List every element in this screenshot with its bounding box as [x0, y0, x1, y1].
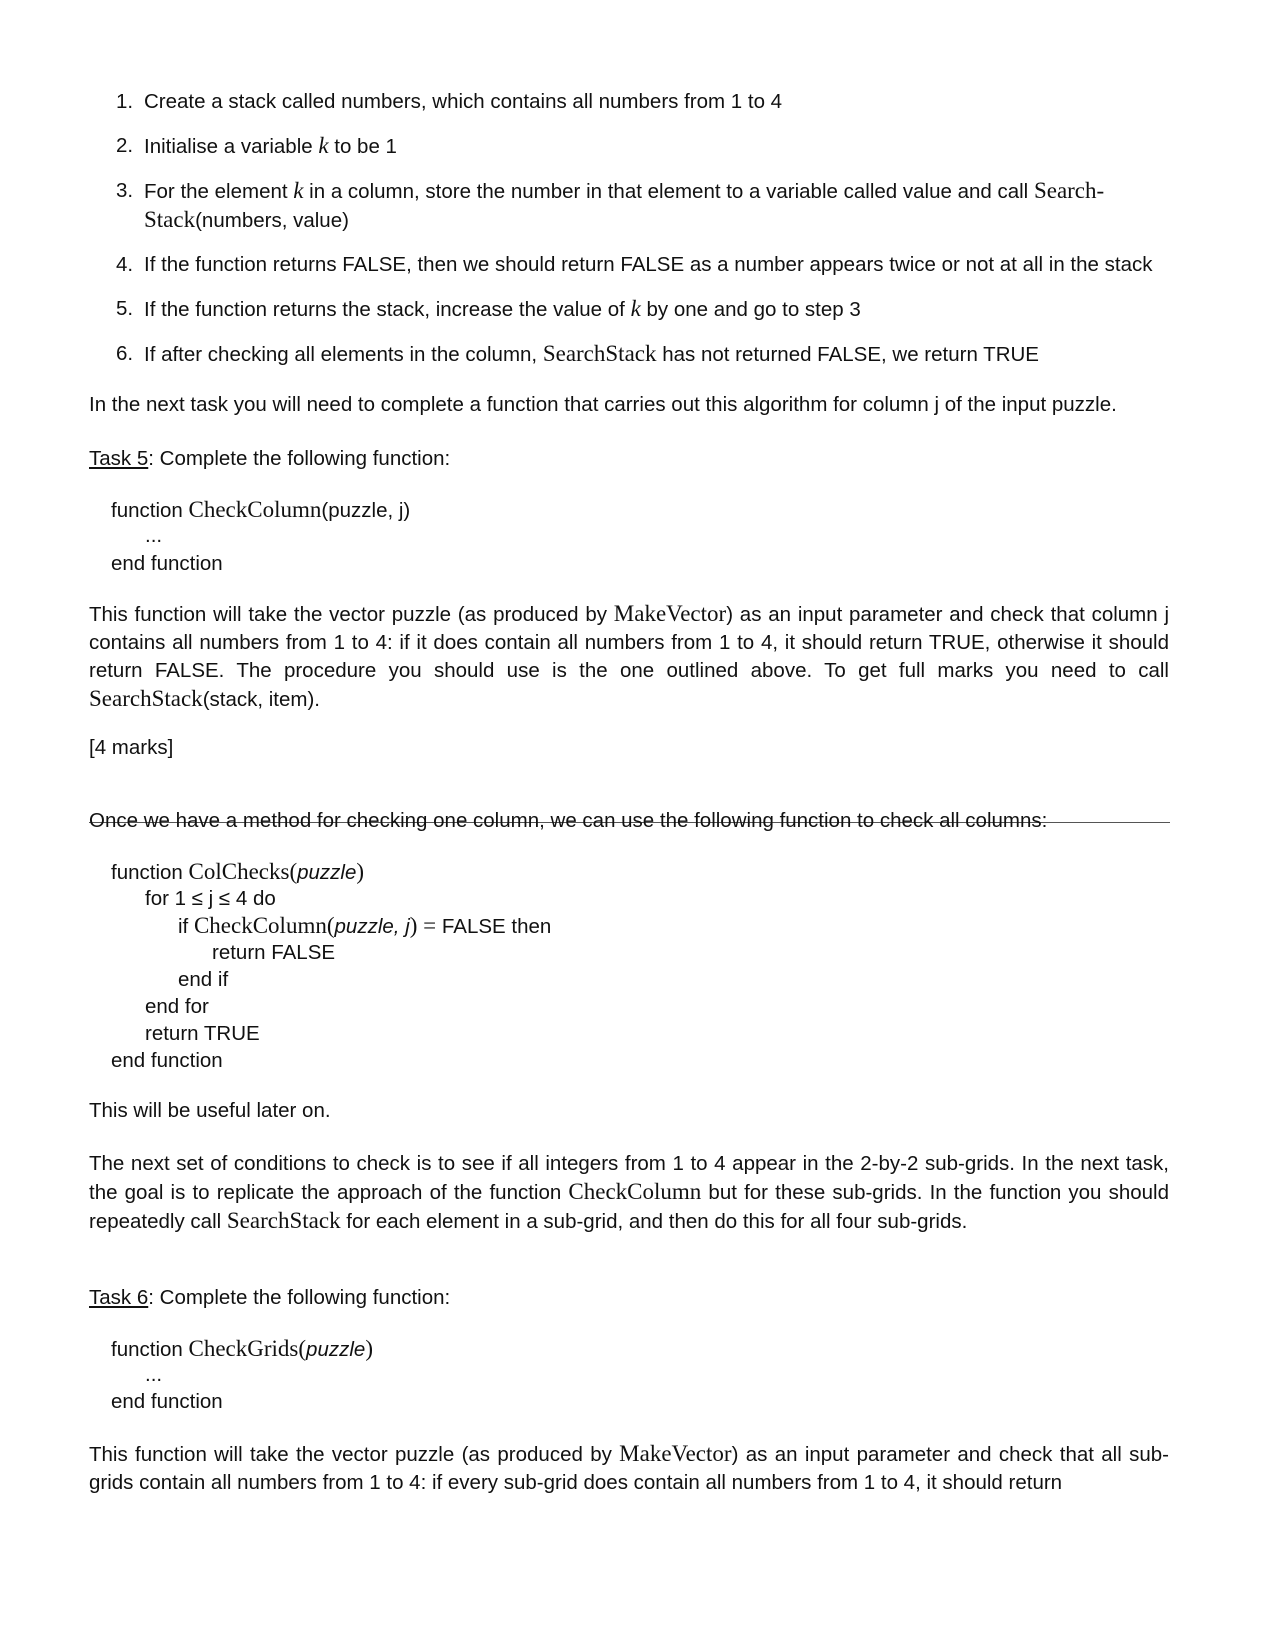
- step-text: If after checking all elements in the column,: [144, 343, 543, 366]
- subgrid-paragraph: [89, 1150, 1169, 1236]
- colchecks-line-7: return TRUE: [145, 1022, 260, 1045]
- colchecks-intro: Once we have a method for checking one column, we can use the following function to check all columns:: [89, 809, 1048, 832]
- colchecks-line-2: for 1 ≤ j ≤ 4 do: [145, 887, 276, 910]
- code-arg: j: [405, 915, 410, 938]
- para-text: The next set of conditions to check is to see if all integers from 1 to 4 appear in the 2-by-2 sub-grids. In the next task, the goal is to replicate the approach of the function: [89, 1152, 1169, 1204]
- task5-heading: [89, 445, 450, 473]
- step-text: If the function returns the stack, increase the value of: [144, 298, 631, 321]
- code-arg: puzzle: [334, 915, 394, 938]
- math-var-k: k: [293, 178, 304, 203]
- colchecks-line-6: end for: [145, 995, 209, 1018]
- step-text: to be 1: [328, 135, 397, 158]
- step-text: If the function returns FALSE, then we should return FALSE as a number appears twice or not at all in the stack: [144, 253, 1153, 276]
- desc-text: ) as an input parameter and check that all sub-grids contain all numbers from 1 to 4: if every sub-grid does contain all numbers from 1 to 4, it should return: [89, 1443, 1169, 1494]
- colchecks-line-8: end function: [111, 1049, 223, 1072]
- function-name: CheckColumn: [193, 913, 327, 938]
- code-comma: ,: [393, 915, 406, 938]
- step-number: 3.: [116, 179, 134, 202]
- function-name: MakeVector: [613, 601, 727, 626]
- task6-heading-text: : Complete the following function:: [148, 1286, 451, 1309]
- task5-marks: [4 marks]: [89, 736, 174, 759]
- code-arg: puzzle: [306, 1338, 366, 1361]
- step-number: 6.: [116, 342, 134, 365]
- task5-code-line-1: [111, 496, 410, 525]
- code-paren: ): [356, 859, 365, 884]
- math-var-k: k: [630, 296, 641, 321]
- colchecks-after: This will be useful later on.: [89, 1099, 331, 1122]
- code-paren: ): [409, 913, 418, 938]
- code-keyword: function: [111, 1338, 189, 1361]
- next-task-intro: In the next task you will need to complete a function that carries out this algorithm for column j of the input puzzle.: [89, 393, 1117, 416]
- code-keyword: if: [178, 915, 194, 938]
- colchecks-line-4: return FALSE: [212, 941, 336, 964]
- step-text: by one and go to step 3: [640, 298, 861, 321]
- colchecks-line-1: [111, 858, 364, 887]
- step-text: has not returned FALSE, we return TRUE: [656, 343, 1039, 366]
- code-keyword: function: [111, 861, 189, 884]
- desc-text: ) as an input parameter and check that column j contains all numbers from 1 to 4: if it does contain all numbers from 1 to 4, it should return TRUE, otherwise it should return FALSE. The procedure you should use is the one outlined above. To get full marks you need to call: [89, 603, 1169, 682]
- desc-text: This function will take the vector puzzle (as produced by: [89, 1443, 620, 1466]
- step-number: 5.: [116, 297, 134, 320]
- function-name: CheckColumn: [568, 1179, 702, 1204]
- task6-code-line-1: [111, 1335, 373, 1364]
- step-5: [89, 295, 1169, 324]
- task5-code-ellipsis: ...: [145, 524, 163, 547]
- function-name: CheckGrids: [188, 1336, 299, 1361]
- step-3: [89, 177, 1169, 235]
- task5-label: Task 5: [89, 447, 149, 470]
- function-name: Search-: [1033, 178, 1105, 203]
- task6-code-ellipsis: ...: [145, 1363, 163, 1386]
- step-1: [89, 88, 1169, 116]
- para-text: for each element in a sub-grid, and then do this for all four sub-grids.: [340, 1210, 968, 1233]
- desc-text: (stack, item).: [202, 688, 321, 711]
- function-name: SearchStack: [89, 686, 203, 711]
- code-arg: puzzle: [297, 861, 357, 884]
- algorithm-steps: [89, 88, 1169, 385]
- step-2: [89, 132, 1169, 161]
- step-number: 4.: [116, 253, 134, 276]
- task6-description: [89, 1440, 1169, 1497]
- code-text: FALSE then: [441, 915, 552, 938]
- code-paren: ): [365, 1336, 373, 1361]
- task6-code-end: end function: [111, 1390, 223, 1413]
- colchecks-line-3: [178, 912, 551, 941]
- code-args: (puzzle, j): [321, 499, 411, 522]
- math-var-k: k: [318, 133, 329, 158]
- code-paren: (: [326, 913, 335, 938]
- code-paren: (: [298, 1336, 307, 1361]
- step-text: Create a stack called numbers, which contains all numbers from 1 to 4: [144, 90, 783, 113]
- code-operator: =: [417, 913, 442, 938]
- colchecks-line-5: end if: [178, 968, 229, 991]
- code-paren: (: [289, 859, 298, 884]
- function-name: SearchStack: [542, 341, 657, 366]
- step-text: Initialise a variable: [144, 135, 319, 158]
- task6-heading: [89, 1284, 450, 1312]
- task5-description: [89, 600, 1169, 714]
- function-name: SearchStack: [226, 1208, 341, 1233]
- function-name: ColChecks: [188, 859, 290, 884]
- task5-heading-text: : Complete the following function:: [148, 447, 451, 470]
- function-name: CheckColumn: [188, 497, 322, 522]
- para-text: but for these sub-grids. In the function you should repeatedly call: [89, 1181, 1169, 1233]
- desc-text: This function will take the vector puzzle (as produced by: [89, 603, 614, 626]
- step-4: [89, 251, 1169, 279]
- task5-code-end: end function: [111, 552, 223, 575]
- step-text: in a column, store the number in that element to a variable called value and call: [303, 180, 1034, 203]
- step-text: (numbers, value): [195, 209, 349, 232]
- function-name: Stack: [144, 207, 196, 232]
- task6-label: Task 6: [89, 1286, 149, 1309]
- code-keyword: function: [111, 499, 189, 522]
- step-text: For the element: [144, 180, 294, 203]
- step-number: 2.: [116, 134, 134, 157]
- step-6: [89, 340, 1169, 369]
- function-name: MakeVector: [619, 1441, 732, 1466]
- step-number: 1.: [116, 90, 134, 113]
